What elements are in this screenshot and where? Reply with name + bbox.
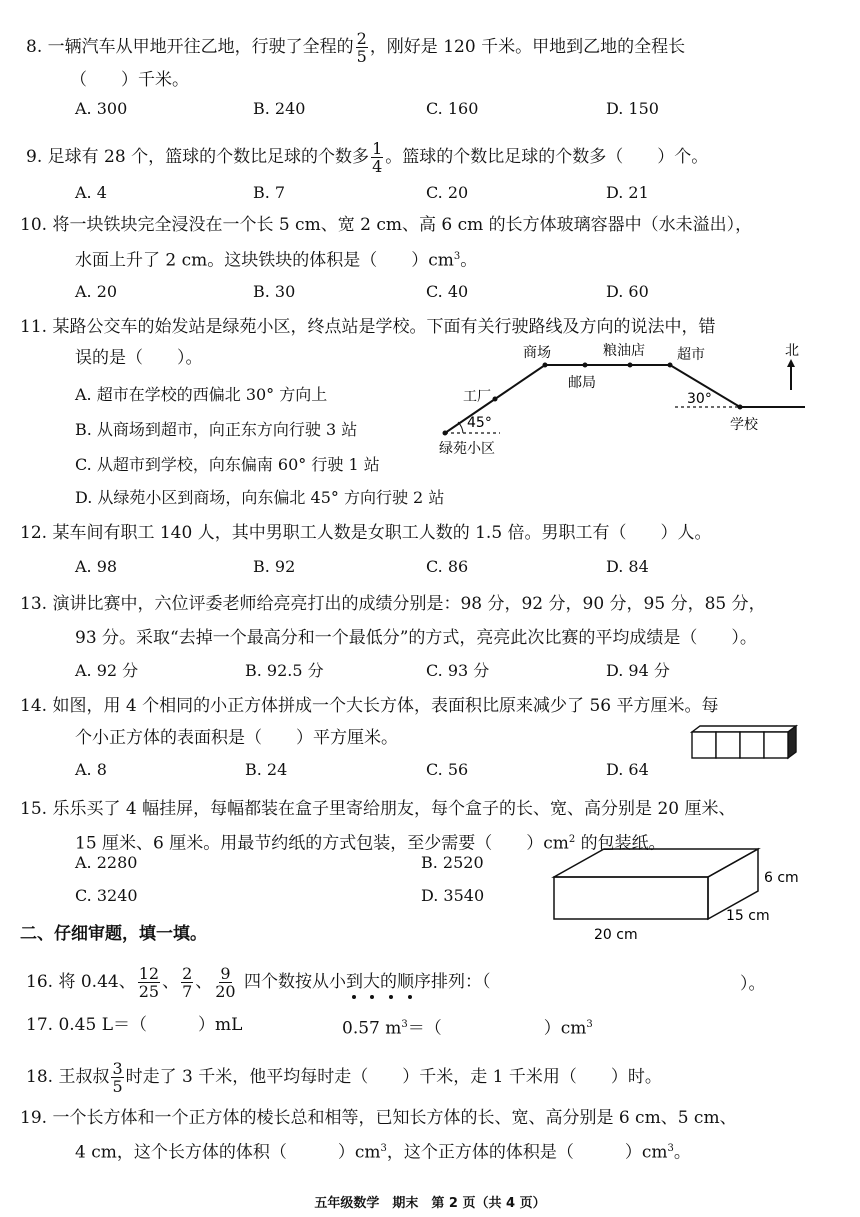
box-front: [554, 877, 708, 919]
stop-gongchang: [493, 397, 498, 402]
q11-line1: 11. 某路公交车的始发站是绿苑小区，终点站是学校。下面有关行驶路线及方向的说法中，错: [20, 317, 716, 337]
q15-box-figure: [550, 845, 810, 945]
q11-option-c: C. 从超市到学校，向东偏南 60° 行驶 1 站: [75, 455, 380, 474]
q14-cubes-figure: [690, 724, 802, 760]
q16-line: 16. 将 0.44、 $\frac{12}{25}$ 、 $\frac{2}{7}$ 、 $\frac{9}{20}$ 四个数按从小到大的顺序排列：（: [26, 964, 491, 1001]
q16-frac3: $\frac{9}{20}$: [215, 964, 236, 1001]
q13-option-d: D. 94 分: [606, 661, 670, 680]
label-angle45: 45°: [467, 415, 492, 431]
q14-option-a: A. 8: [75, 760, 107, 779]
q10-option-b: B. 30: [253, 282, 296, 301]
q12-option-c: C. 86: [426, 557, 469, 576]
label-lvyuan: 绿苑小区: [439, 441, 495, 457]
q14-line1: 14. 如图，用 4 个相同的小正方体拼成一个大长方体，表面积比原来减少了 56 平方厘米。每: [20, 696, 719, 716]
q15-line1: 15. 乐乐买了 4 幅挂屏，每幅都装在盒子里寄给朋友，每个盒子的长、宽、高分别是 20 厘米、: [20, 799, 736, 819]
q8-text-a: 8. 一辆汽车从甲地开往乙地，行驶了全程的: [26, 37, 354, 57]
label-liangyoudian: 粮油店: [603, 343, 645, 359]
q13-line2: 93 分。采取“去掉一个最高分和一个最低分”的方式，亮亮此次比赛的平均成绩是（ ）。: [75, 628, 757, 648]
q15-line2: 15 厘米、6 厘米。用最节约纸的方式包装，至少需要（ ）$cm^2$ 的包装纸。: [75, 833, 666, 854]
box-width-label: 15 cm: [726, 908, 770, 924]
stop-shangchang: [543, 363, 548, 368]
label-gongchang: 工厂: [463, 389, 491, 405]
q18-line: 18. 王叔叔 $\frac{3}{5}$ 时走了 3 千米，他平均每时走（ ）千米，走 1 千米用（ ）时。: [26, 1059, 662, 1096]
q14-line2: 个小正方体的表面积是（ ）平方厘米。: [75, 728, 398, 748]
q10-option-c: C. 40: [426, 282, 469, 301]
q9-option-d: D. 21: [606, 183, 649, 202]
label-chaoshi: 超市: [677, 347, 705, 363]
q8-line2: （ ）千米。: [70, 70, 189, 90]
q19-line2: 4 cm，这个长方体的体积（ ）$cm^3$，这个正方体的体积是（ ）$cm^3$。: [75, 1142, 691, 1163]
q10-line1: 10. 将一块铁块完全浸没在一个长 5 cm、宽 2 cm、高 6 cm 的长方体玻璃容器中（水未溢出），: [20, 215, 753, 235]
emphasis-dot: [370, 995, 374, 999]
q8-option-d: D. 150: [606, 99, 659, 118]
q8-text-b: ，刚好是 120 千米。甲地到乙地的全程长: [369, 37, 686, 57]
q13-line1: 13. 演讲比赛中，六位评委老师给亮亮打出的成绩分别是：98 分，92 分，90 分，95 分，85 分，: [20, 594, 766, 614]
emphasis-dot: [352, 995, 356, 999]
q8-option-c: C. 160: [426, 99, 479, 118]
q9-fraction: $\frac{1}{4}$: [372, 139, 383, 176]
q17-part-b: 0.57 $m^3=$（ ）$cm^3$: [342, 1018, 593, 1039]
q10-option-d: D. 60: [606, 282, 649, 301]
q16-frac2: $\frac{2}{7}$: [182, 964, 193, 1001]
label-shangchang: 商场: [523, 345, 551, 361]
q9-text-a: 9. 足球有 28 个，篮球的个数比足球的个数多: [26, 147, 370, 167]
q16-frac1: $\frac{12}{25}$: [138, 964, 160, 1001]
q8-fraction: $\frac{2}{5}$: [356, 29, 367, 66]
q18-fraction: $\frac{3}{5}$: [112, 1059, 123, 1096]
q11-line2: 误的是（ ）。: [75, 348, 203, 368]
q8-option-a: A. 300: [75, 99, 128, 118]
stop-xuexiao: [738, 405, 743, 410]
q13-option-c: C. 93 分: [426, 661, 490, 680]
q17-part-a: 17. 0.45 L＝（ ）mL: [26, 1015, 243, 1035]
q9-option-a: A. 4: [75, 183, 107, 202]
stop-chaoshi: [668, 363, 673, 368]
page-footer: 五年级数学 期末 第 2 页（共 4 页）: [314, 1196, 546, 1211]
stop-liangyou: [628, 363, 633, 368]
stop-youju: [583, 363, 588, 368]
emphasis-dot: [408, 995, 412, 999]
q15-option-a: A. 2280: [75, 853, 138, 872]
box-top: [554, 849, 758, 877]
q15-option-c: C. 3240: [75, 886, 138, 905]
emphasis-dot: [389, 995, 393, 999]
q13-option-a: A. 92 分: [75, 661, 139, 680]
q12-option-d: D. 84: [606, 557, 649, 576]
q11-option-b: B. 从商场到超市，向正东方向行驶 3 站: [75, 420, 358, 439]
q12-line1: 12. 某车间有职工 140 人，其中男职工人数是女职工人数的 1.5 倍。男职工有（ ）人。: [20, 523, 712, 543]
q8-option-b: B. 240: [253, 99, 306, 118]
q14-option-c: C. 56: [426, 760, 469, 779]
q16-close-bracket: ）。: [740, 974, 766, 994]
q12-option-b: B. 92: [253, 557, 296, 576]
north-arrowhead: [787, 359, 795, 367]
q10-line2: 水面上升了 2 cm。这块铁块的体积是（ ）$cm^3$。: [75, 250, 478, 271]
section2-title: 二、仔细审题，填一填。: [20, 924, 207, 944]
stop-lvyuan: [443, 431, 448, 436]
q13-option-b: B. 92.5 分: [245, 661, 324, 680]
q9-option-c: C. 20: [426, 183, 469, 202]
q14-option-b: B. 24: [245, 760, 288, 779]
box-height-label: 6 cm: [764, 870, 799, 886]
q9-line1: [26, 140, 708, 175]
q19-line1: 19. 一个长方体和一个正方体的棱长总和相等，已知长方体的长、宽、高分别是 6 cm、5 cm、: [20, 1108, 737, 1128]
q15-option-d: D. 3540: [421, 886, 485, 905]
q9-option-b: B. 7: [253, 183, 286, 202]
q14-option-d: D. 64: [606, 760, 649, 779]
q11-option-d: D. 从绿苑小区到商场，向东偏北 45° 方向行驶 2 站: [75, 488, 445, 507]
q15-option-b: B. 2520: [421, 853, 484, 872]
label-youju: 邮局: [568, 375, 596, 391]
q12-option-a: A. 98: [75, 557, 118, 576]
label-angle30: 30°: [687, 391, 712, 407]
q8-line1: [26, 30, 685, 65]
q11-option-a: A. 超市在学校的西偏北 30° 方向上: [75, 385, 328, 404]
q10-option-a: A. 20: [75, 282, 118, 301]
label-bei: 北: [785, 343, 799, 359]
q9-text-b: 。篮球的个数比足球的个数多（ ）个。: [385, 147, 709, 167]
q11-route-map: [425, 335, 805, 465]
label-xuexiao: 学校: [730, 417, 758, 433]
box-length-label: 20 cm: [594, 927, 638, 943]
